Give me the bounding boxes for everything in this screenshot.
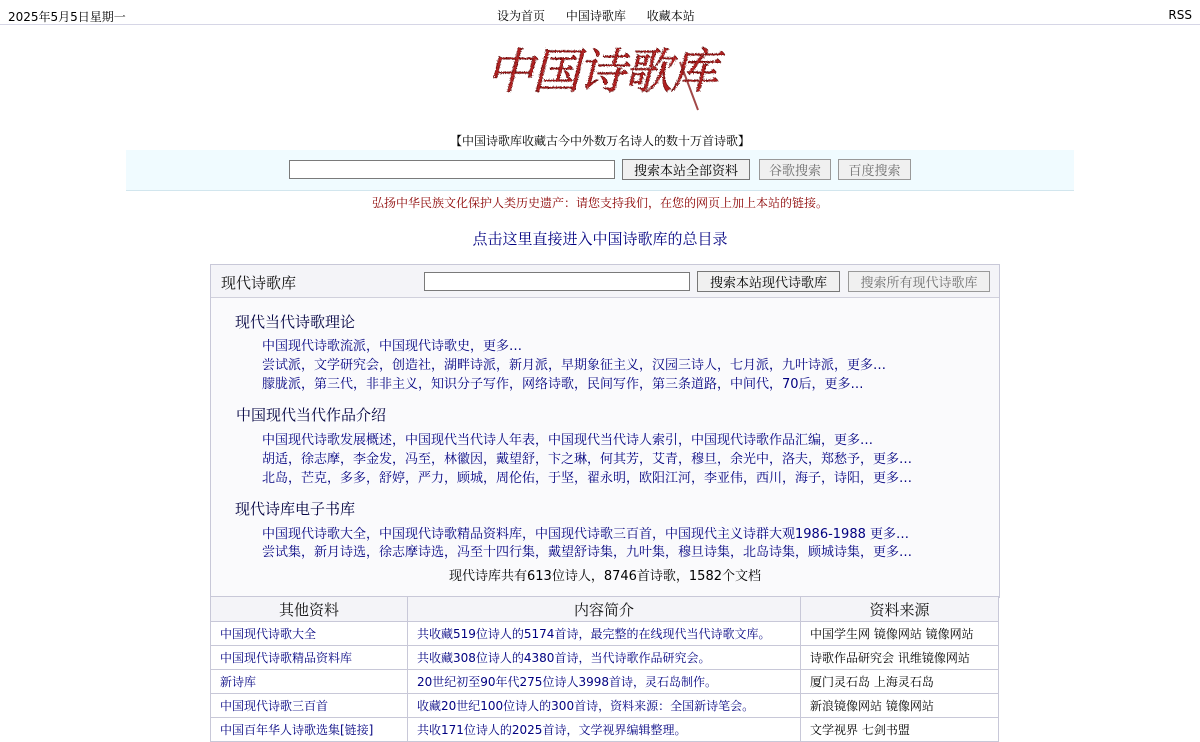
resource-name[interactable]: 中国现代诗歌精品资料库 bbox=[211, 646, 408, 670]
header-content-summary: 内容简介 bbox=[408, 597, 801, 622]
theory-line-3[interactable]: 朦胧派，第三代，非非主义，知识分子写作，网络诗歌，民间写作，第三条道路，中间代，70后，更多… bbox=[262, 377, 864, 392]
table-row bbox=[211, 718, 999, 742]
theory-line-2[interactable]: 尝试派，文学研究会，创造社，湖畔诗派，新月派，早期象征主义，汉园三诗人，七月派，九叶诗派，更多… bbox=[262, 358, 887, 373]
table-header-row bbox=[211, 597, 999, 622]
modern-poetry-search-input[interactable] bbox=[424, 272, 690, 291]
ebooks-line-2[interactable]: 尝试集，新月诗选，徐志摩诗选，冯至十四行集，戴望舒诗集，九叶集，穆旦诗集，北岛诗集，顾城诗集，更多… bbox=[262, 545, 913, 560]
resource-name[interactable]: 中国现代诗歌大全 bbox=[211, 622, 408, 646]
site-search-bar bbox=[126, 150, 1074, 191]
panel-header bbox=[211, 265, 999, 298]
header-other-resources: 其他资料 bbox=[211, 597, 408, 622]
search-modern-poetry-button[interactable]: 搜索本站现代诗歌库 bbox=[697, 271, 840, 292]
table-row bbox=[211, 670, 999, 694]
set-homepage-link[interactable]: 设为首页 bbox=[497, 9, 546, 23]
resource-summary[interactable]: 20世纪初至90年代275位诗人3998首诗，灵石岛制作。 bbox=[408, 670, 801, 694]
section-title-theory[interactable]: 现代当代诗歌理论 bbox=[235, 313, 356, 331]
top-nav bbox=[497, 7, 712, 24]
table-row bbox=[211, 622, 999, 646]
google-search-button[interactable]: 谷歌搜索 bbox=[759, 159, 831, 180]
resource-summary[interactable]: 收藏20世纪100位诗人的300首诗，资料来源：全国新诗笔会。 bbox=[408, 694, 801, 718]
main-directory-link[interactable]: 点击这里直接进入中国诗歌库的总目录 bbox=[472, 230, 728, 248]
bookmark-site-link[interactable]: 收藏本站 bbox=[646, 9, 695, 23]
works-line-2[interactable]: 胡适，徐志摩，李金发，冯至，林徽因，戴望舒，卞之琳，何其芳，艾青，穆旦，余光中，洛夫，郑愁予，更多… bbox=[262, 452, 913, 467]
top-bar bbox=[0, 0, 1200, 25]
resources-table bbox=[210, 596, 999, 742]
resource-source[interactable]: 文学视界 七剑书盟 bbox=[801, 718, 999, 742]
table-row bbox=[211, 694, 999, 718]
search-all-site-button[interactable]: 搜索本站全部资料 bbox=[622, 159, 750, 180]
resource-summary[interactable]: 共收藏308位诗人的4380首诗，当代诗歌作品研究会。 bbox=[408, 646, 801, 670]
poetry-library-link[interactable]: 中国诗歌库 bbox=[565, 9, 626, 23]
site-search-input[interactable] bbox=[289, 160, 615, 179]
panel-title[interactable]: 现代诗歌库 bbox=[221, 274, 297, 292]
resource-summary[interactable]: 共收藏519位诗人的5174首诗，最完整的在线现代当代诗歌文库。 bbox=[408, 622, 801, 646]
header-source: 资料来源 bbox=[801, 597, 999, 622]
section-title-ebooks[interactable]: 现代诗库电子书库 bbox=[235, 500, 356, 518]
ebooks-line-1[interactable]: 中国现代诗歌大全，中国现代诗歌精品资料库，中国现代诗歌三百首，中国现代主义诗群大观1986-1988 更多… bbox=[262, 527, 909, 542]
resource-source[interactable]: 厦门灵石岛 上海灵石岛 bbox=[801, 670, 999, 694]
resource-source[interactable]: 新浪镜像网站 镜像网站 bbox=[801, 694, 999, 718]
rss-link[interactable]: RSS bbox=[1168, 8, 1192, 22]
site-logo[interactable] bbox=[470, 42, 732, 112]
resource-source[interactable]: 中国学生网 镜像网站 镜像网站 bbox=[801, 622, 999, 646]
resource-summary[interactable]: 共收171位诗人的2025首诗，文学视界编辑整理。 bbox=[408, 718, 801, 742]
resource-name[interactable]: 新诗库 bbox=[211, 670, 408, 694]
table-row bbox=[211, 646, 999, 670]
logo-text: 中国诗歌库 bbox=[485, 44, 717, 100]
resource-source[interactable]: 诗歌作品研究会 讯维镜像网站 bbox=[801, 646, 999, 670]
site-tagline: 【中国诗歌库收藏古今中外数万名诗人的数十万首诗歌】 bbox=[449, 134, 750, 148]
works-line-1[interactable]: 中国现代诗歌发展概述，中国现代当代诗人年表，中国现代当代诗人索引，中国现代诗歌作品汇编，更多… bbox=[262, 433, 874, 448]
search-all-modern-poetry-button[interactable]: 搜索所有现代诗歌库 bbox=[848, 271, 990, 292]
resource-name[interactable]: 中国百年华人诗歌选集[链接] bbox=[211, 718, 408, 742]
section-title-works[interactable]: 中国现代当代作品介绍 bbox=[236, 406, 387, 424]
resource-name[interactable]: 中国现代诗歌三百首 bbox=[211, 694, 408, 718]
works-line-3[interactable]: 北岛，芒克，多多，舒婷，严力，顾城，周伦佑，于坚，翟永明，欧阳江河，李亚伟，西川，海子，诗阳，更多… bbox=[262, 471, 913, 486]
library-stats: 现代诗库共有613位诗人，8746首诗歌，1582个文档 bbox=[449, 569, 761, 584]
theory-line-1[interactable]: 中国现代诗歌流派，中国现代诗歌史，更多… bbox=[262, 339, 523, 354]
support-notice: 弘扬中华民族文化保护人类历史遗产：请您支持我们，在您的网页上加上本站的链接。 bbox=[371, 196, 828, 210]
current-date: 2025年5月5日星期一 bbox=[8, 10, 126, 24]
baidu-search-button[interactable]: 百度搜索 bbox=[838, 159, 911, 180]
modern-poetry-panel bbox=[210, 264, 1000, 598]
